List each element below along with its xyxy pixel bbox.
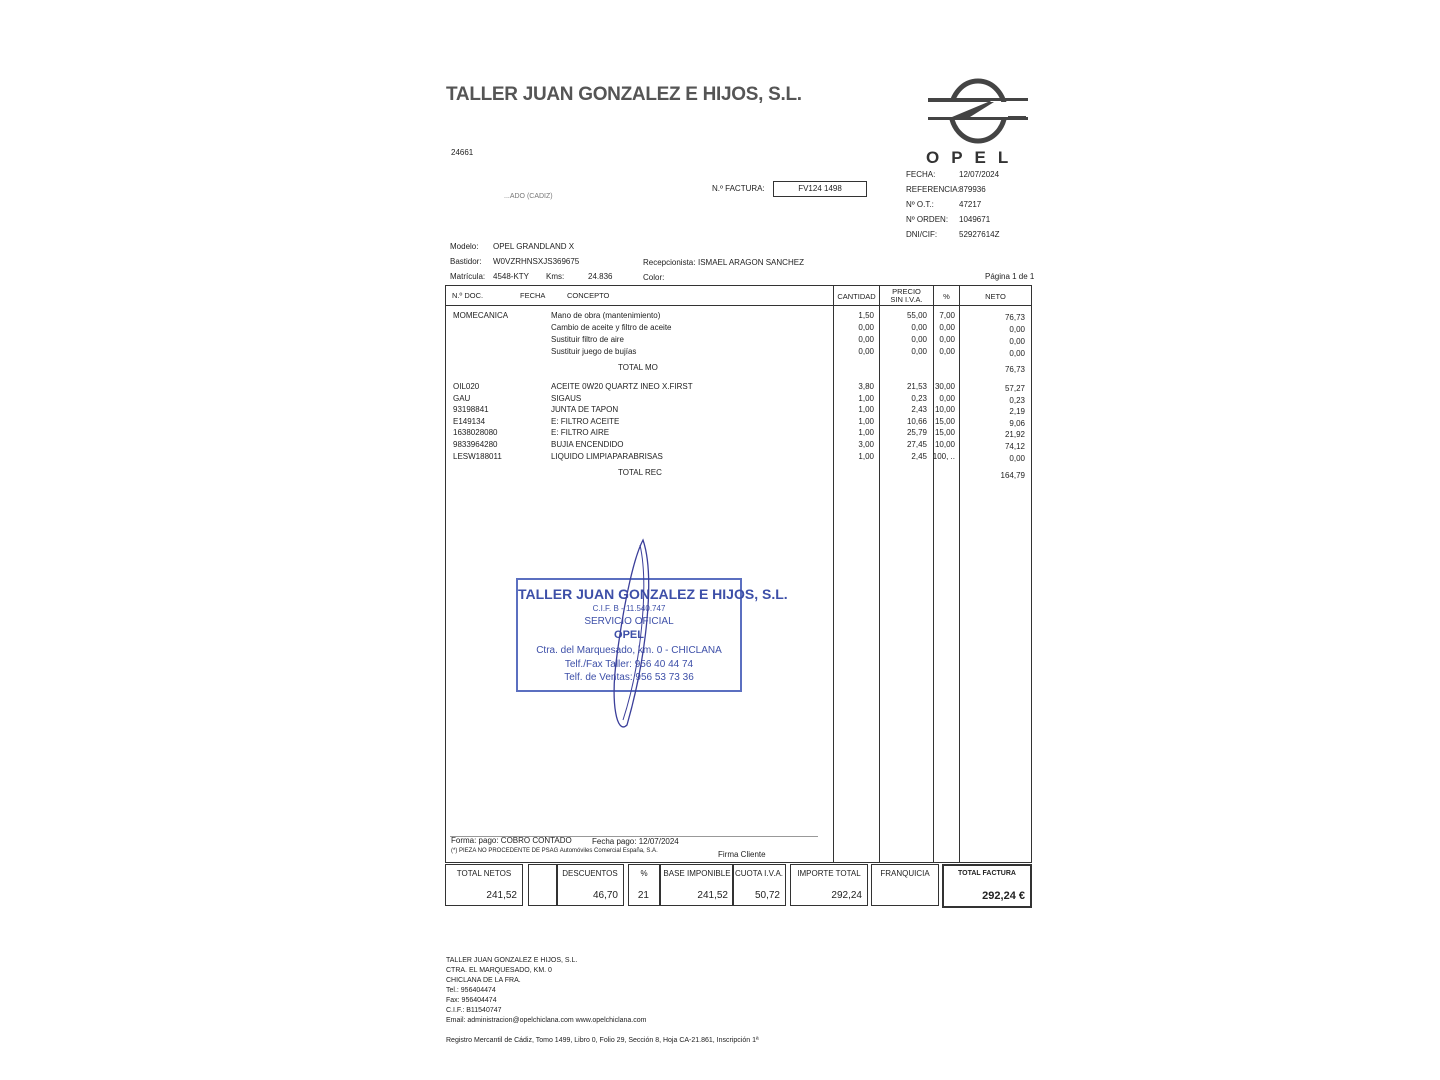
row-concepto: E: FILTRO ACEITE	[551, 416, 620, 426]
row-concepto: ACEITE 0W20 QUARTZ INEO X.FIRST	[551, 382, 693, 391]
items-table	[445, 285, 1032, 863]
row-cantidad: 1,00	[858, 393, 874, 403]
recepcionista-label: Recepcionista:	[643, 258, 696, 267]
row-precio: 25,79	[906, 428, 927, 438]
row-precio: 0,00	[911, 335, 927, 344]
meta-label: Nº ORDEN:	[906, 215, 949, 224]
recepcionista-value: ISMAEL ARAGON SANCHEZ	[698, 258, 804, 267]
row-neto: 76,73	[1004, 313, 1025, 322]
row-neto: 0,23	[1009, 395, 1025, 405]
modelo-label: Modelo:	[450, 242, 479, 251]
opel-wordmark: OPEL	[926, 148, 1021, 167]
footer-line: CTRA. EL MARQUESADO, KM. 0	[446, 967, 552, 974]
total-netos-box	[445, 864, 523, 906]
row-doc: 1638028080	[453, 428, 498, 438]
row-cantidad: 0,00	[858, 323, 874, 332]
row-neto: 57,27	[1004, 384, 1025, 393]
row-cantidad: 1,00	[858, 416, 874, 426]
page-indicator: Página 1 de 1	[985, 272, 1035, 281]
kms-value: 24.836	[588, 272, 613, 281]
footer-line: CHICLANA DE LA FRA.	[446, 977, 521, 984]
row-neto: 9,06	[1009, 418, 1025, 428]
labor-total: 76,73	[1004, 365, 1025, 374]
row-cantidad: 1,50	[858, 311, 874, 320]
bastidor-value: W0VZRHNSXJS369675	[493, 257, 580, 266]
col-doc: N.º DOC.	[452, 291, 484, 300]
importe-total-box	[790, 864, 868, 906]
row-precio: 0,00	[911, 347, 927, 356]
row-cantidad: 0,00	[858, 347, 874, 356]
company-name: TALLER JUAN GONZALEZ E HIJOS, S.L.	[446, 84, 802, 105]
row-doc: E149134	[453, 416, 486, 426]
row-precio: 0,00	[911, 323, 927, 332]
row-pct: 10,00	[934, 405, 955, 415]
total-factura-box	[942, 864, 1032, 908]
payment-method: Forma: pago: COBRO CONTADO	[451, 836, 572, 845]
row-concepto: Cambio de aceite y filtro de aceite	[551, 323, 672, 332]
row-doc: LESW188011	[453, 451, 502, 461]
stamp-line-1: TALLER JUAN GONZALEZ E HIJOS, S.L.	[518, 586, 788, 602]
row-pct: 100, ..	[932, 451, 955, 461]
row-precio: 21,53	[906, 382, 927, 391]
meta-value: 879936	[959, 185, 986, 194]
row-cantidad: 3,80	[858, 382, 874, 391]
col-cantidad: CANTIDAD	[837, 292, 876, 301]
labor-total-label: TOTAL MO	[618, 363, 658, 372]
row-pct: 30,00	[934, 382, 955, 391]
row-pct: 7,00	[939, 311, 955, 320]
iva-pct-box	[628, 864, 660, 906]
col-concepto: CONCEPTO	[567, 291, 610, 300]
row-neto: 0,00	[1009, 337, 1025, 346]
bastidor-label: Bastidor:	[450, 257, 482, 266]
meta-value: 12/07/2024	[959, 170, 1000, 179]
row-pct: 10,00	[934, 440, 955, 449]
row-cantidad: 0,00	[858, 335, 874, 344]
row-cantidad: 3,00	[858, 440, 874, 449]
row-neto: 2,19	[1009, 407, 1025, 417]
row-pct: 0,00	[939, 393, 955, 403]
color-label: Color:	[643, 273, 665, 282]
footer-line: Fax: 956404474	[446, 997, 497, 1004]
blank-box	[528, 864, 558, 906]
row-doc: OIL020	[453, 382, 480, 391]
meta-value: 52927614Z	[959, 230, 1000, 239]
total-factura-label: TOTAL FACTURA	[958, 870, 1016, 877]
parts-total: 164,79	[1000, 471, 1025, 480]
base-imponible-box	[660, 864, 734, 906]
meta-label: DNI/CIF:	[906, 230, 938, 239]
payment-date: Fecha pago: 12/07/2024	[592, 837, 679, 846]
row-concepto: SIGAUS	[551, 393, 582, 403]
row-pct: 0,00	[939, 323, 955, 332]
col-neto: NETO	[985, 292, 1006, 301]
parts-total-label: TOTAL REC	[618, 468, 662, 477]
col-pct: %	[943, 292, 950, 301]
row-precio: 2,43	[911, 405, 927, 415]
total-netos-value: 241,52	[486, 890, 517, 901]
row-neto: 0,00	[1009, 325, 1025, 334]
stamp-line-3: SERVICIO OFICIAL	[584, 616, 674, 627]
franquicia-box	[871, 864, 939, 906]
opel-logo-icon	[928, 78, 1028, 146]
payment-note: (*) PIEZA NO PROCEDENTE DE PSAG Automóviles Comercial España, S.A.	[451, 848, 658, 854]
importe-total-label: IMPORTE TOTAL	[797, 869, 861, 878]
row-precio: 10,66	[906, 416, 927, 426]
row-neto: 0,00	[1009, 453, 1025, 463]
descuentos-value: 46,70	[592, 890, 618, 901]
row-pct: 0,00	[939, 347, 955, 356]
franquicia-label: FRANQUICIA	[880, 869, 930, 878]
firma-cliente: Firma Cliente	[718, 850, 766, 859]
base-imponible-label: BASE IMPONIBLE	[663, 869, 731, 878]
row-pct: 15,00	[934, 416, 955, 426]
footer-line: TALLER JUAN GONZALEZ E HIJOS, S.L.	[446, 957, 578, 964]
base-imponible-value: 241,52	[697, 890, 728, 901]
matricula-value: 4548-KTY	[493, 272, 530, 281]
iva-pct-label: %	[640, 869, 648, 878]
signature-icon	[605, 535, 655, 735]
footer-line: C.I.F.: B11540747	[446, 1007, 502, 1014]
labor-doc: MOMECANICA	[453, 311, 509, 320]
kms-label: Kms:	[546, 272, 565, 281]
row-concepto: Sustituir filtro de aire	[551, 335, 624, 344]
row-doc: GAU	[453, 393, 471, 403]
client-code: 24661	[451, 148, 474, 157]
row-concepto: JUNTA DE TAPON	[551, 405, 619, 415]
meta-label: Nº O.T.:	[906, 200, 934, 209]
row-pct: 15,00	[934, 428, 955, 438]
row-concepto: E: FILTRO AIRE	[551, 428, 610, 438]
total-factura-value: 292,24 €	[982, 890, 1025, 902]
cuota-iva-value: 50,72	[754, 890, 780, 901]
stamp-line-5: Ctra. del Marquesado, km. 0 - CHICLANA	[536, 645, 722, 656]
col-precio: PRECIO	[892, 287, 921, 296]
row-doc: 93198841	[453, 405, 489, 415]
row-concepto: LIQUIDO LIMPIAPARABRISAS	[551, 451, 663, 461]
client-city: ...ADO (CADIZ)	[504, 193, 553, 200]
row-precio: 2,45	[911, 451, 927, 461]
row-cantidad: 1,00	[858, 451, 874, 461]
row-pct: 0,00	[939, 335, 955, 344]
iva-pct-value: 21	[637, 890, 649, 901]
descuentos-label: DESCUENTOS	[562, 869, 618, 878]
row-concepto: Mano de obra (mantenimiento)	[551, 311, 661, 320]
col-precio-sub: SIN I.V.A.	[890, 295, 923, 304]
row-precio: 55,00	[906, 311, 927, 320]
col-fecha: FECHA	[520, 291, 546, 300]
row-doc: 9833964280	[453, 440, 498, 449]
row-precio: 0,23	[911, 393, 927, 403]
row-concepto: BUJIA ENCENDIDO	[551, 440, 624, 449]
footer-line: Tel.: 956404474	[446, 987, 496, 994]
footer-line: Email: administracion@opelchiclana.com www.opelchiclana.com	[446, 1017, 647, 1024]
cuota-iva-label: CUOTA I.V.A.	[734, 869, 783, 878]
factura-label: N.º FACTURA:	[712, 184, 765, 193]
descuentos-box	[556, 864, 624, 906]
meta-label: REFERENCIA:	[906, 185, 960, 194]
meta-label: FECHA:	[906, 170, 936, 179]
cuota-iva-box	[732, 864, 786, 906]
row-neto: 74,12	[1004, 442, 1025, 451]
row-cantidad: 1,00	[858, 405, 874, 415]
stamp-line-7: Telf. de Ventas: 956 53 73 36	[564, 672, 694, 683]
modelo-value: OPEL GRANDLAND X	[493, 242, 575, 251]
row-cantidad: 1,00	[858, 428, 874, 438]
row-neto: 0,00	[1009, 349, 1025, 358]
row-neto: 21,92	[1004, 430, 1025, 440]
registro-mercantil: Registro Mercantil de Cádiz, Tomo 1499, Libro 0, Folio 29, Sección 8, Hoja CA-21.861, Inscripción 1ª	[446, 1037, 759, 1044]
row-concepto: Sustituir juego de bujías	[551, 347, 637, 356]
importe-total-value: 292,24	[831, 890, 862, 901]
stamp-line-4: OPEL	[614, 629, 644, 641]
total-netos-label: TOTAL NETOS	[456, 869, 512, 878]
matricula-label: Matrícula:	[450, 272, 486, 281]
meta-value: 1049671	[959, 215, 991, 224]
stamp-line-2: C.I.F. B - 11.540.747	[592, 604, 666, 613]
factura-number: FV124 1498	[773, 181, 867, 197]
meta-value: 47217	[959, 200, 982, 209]
row-precio: 27,45	[906, 440, 927, 449]
stamp-line-6: Telf./Fax Taller: 956 40 44 74	[564, 659, 694, 670]
